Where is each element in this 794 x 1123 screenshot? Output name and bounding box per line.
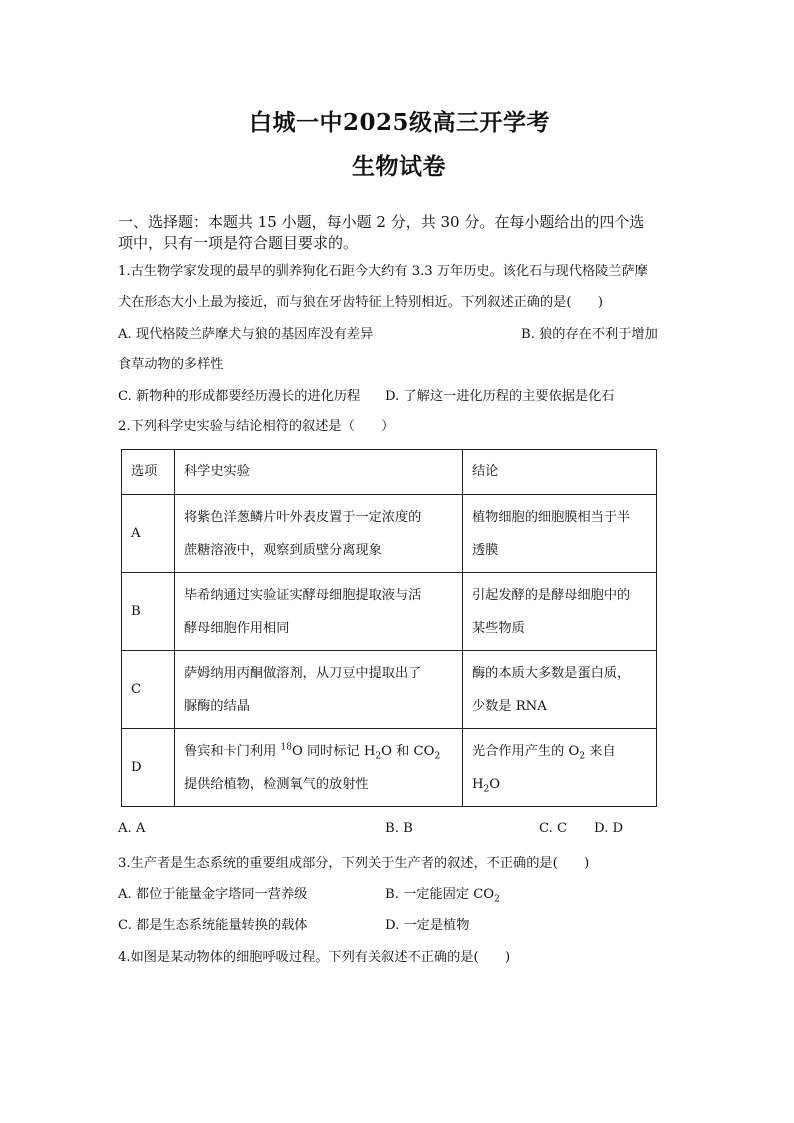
exam-subtitle: 生物试卷: [352, 153, 446, 180]
q2-option-c: C. C: [539, 821, 568, 836]
table-cell-option: C: [122, 651, 175, 729]
conclusion-text: H: [472, 776, 484, 792]
q3-stem: 3.生产者是生态系统的重要组成部分，下列关于生产者的叙述，不正确的是( ): [118, 856, 590, 871]
q2-option-d: D. D: [594, 821, 624, 836]
q1-stem-line-1: 1.古生物学家发现的最早的驯养狗化石距今大约有 3.3 万年历史。该化石与现代格陵兰萨摩: [118, 264, 648, 279]
q3-option-c: C. 都是生态系统能量转换的载体: [118, 918, 308, 933]
experiment-line: 提供给植物，检测氧气的放射性: [184, 776, 369, 792]
section-heading-line-2: 项中，只有一项是符合题目要求的。: [118, 234, 359, 252]
q2-option-b: B. B: [385, 821, 413, 836]
conclusion-line: 植物细胞的细胞膜相当于半: [472, 509, 631, 525]
isotope-superscript: 18: [280, 742, 292, 753]
table-cell-option: B: [122, 573, 175, 651]
q1-stem-line-2: 犬在形态大小上最为接近，而与狼在牙齿特征上特别相近。下列叙述正确的是( ): [118, 295, 604, 310]
q3-option-a: A. 都位于能量金字塔同一营养级: [118, 887, 308, 902]
q3-option-d: D. 一定是植物: [385, 918, 470, 933]
q2-experiment-table: [121, 449, 657, 807]
table-cell-experiment: [175, 651, 463, 729]
table-cell-conclusion: [463, 651, 657, 729]
subscript: 2: [375, 751, 382, 762]
q1-option-b-part-2: 食草动物的多样性: [118, 357, 224, 372]
q1-option-b-part-1: B. 狼的存在不利于增加: [521, 327, 658, 342]
q4-stem: 4.如图是某动物体的细胞呼吸过程。下列有关叙述不正确的是( ): [118, 950, 511, 965]
q1-option-c: C. 新物种的形成都要经历漫长的进化历程: [118, 389, 361, 404]
conclusion-line: 少数是 RNA: [472, 698, 547, 714]
experiment-line: 脲酶的结晶: [184, 698, 250, 714]
experiment-text: O 和 CO: [381, 743, 435, 759]
table-cell-experiment: [175, 495, 463, 573]
conclusion-text: O: [489, 776, 501, 792]
conclusion-line: 透膜: [472, 542, 499, 558]
subscript: 2: [483, 784, 490, 795]
conclusion-line: [472, 735, 647, 768]
table-cell-conclusion: [463, 495, 657, 573]
q2-option-a: A. A: [118, 821, 146, 836]
experiment-text: O 同时标记 H: [291, 743, 376, 759]
conclusion-text: 来自: [585, 743, 616, 759]
experiment-line: [184, 735, 453, 768]
exam-title: 白城一中2025级高三开学考: [249, 109, 551, 136]
subscript: 2: [494, 894, 500, 905]
q2-stem: 2.下列科学史实验与结论相符的叙述是（ ）: [118, 419, 395, 434]
subscript: 2: [579, 751, 586, 762]
conclusion-line: 酶的本质大多数是蛋白质，: [472, 665, 631, 681]
q1-option-a: A. 现代格陵兰萨摩犬与狼的基因库没有差异: [118, 327, 374, 342]
table-header-row: [122, 450, 657, 495]
experiment-line: 萨姆纳用丙酮做溶剂，从刀豆中提取出了: [184, 665, 422, 681]
q3-option-b-text: B. 一定能固定 CO: [385, 887, 495, 902]
table-header-option: 选项: [122, 450, 175, 495]
q1-option-d: D. 了解这一进化历程的主要依据是化石: [385, 389, 615, 404]
subscript: 2: [434, 751, 441, 762]
conclusion-line: 某些物质: [472, 620, 525, 636]
table-row: [122, 495, 657, 573]
table-cell-experiment: [175, 573, 463, 651]
experiment-text: 鲁宾和卡门利用: [184, 743, 281, 759]
table-header-experiment: 科学史实验: [175, 450, 463, 495]
table-cell-option: D: [122, 729, 175, 807]
table-cell-conclusion: [463, 573, 657, 651]
experiment-line: 将紫色洋葱鳞片叶外表皮置于一定浓度的: [184, 509, 422, 525]
conclusion-line: [472, 768, 647, 801]
q3-option-b: [385, 883, 500, 905]
conclusion-line: 引起发酵的是酵母细胞中的: [472, 587, 631, 603]
table-cell-conclusion: [463, 729, 657, 807]
experiment-line: 酵母细胞作用相同: [184, 620, 290, 636]
table-row: [122, 573, 657, 651]
table-header-conclusion: 结论: [463, 450, 657, 495]
experiment-line: 蔗糖溶液中，观察到质壁分离现象: [184, 542, 382, 558]
conclusion-text: 光合作用产生的 O: [472, 743, 580, 759]
experiment-line: 毕希纳通过实验证实酵母细胞提取液与活: [184, 587, 422, 603]
table-cell-option: A: [122, 495, 175, 573]
table-row: [122, 651, 657, 729]
section-heading-line-1: 一、选择题：本题共 15 小题，每小题 2 分，共 30 分。在每小题给出的四个选: [118, 213, 645, 231]
table-cell-experiment: [175, 729, 463, 807]
table-row: [122, 729, 657, 807]
